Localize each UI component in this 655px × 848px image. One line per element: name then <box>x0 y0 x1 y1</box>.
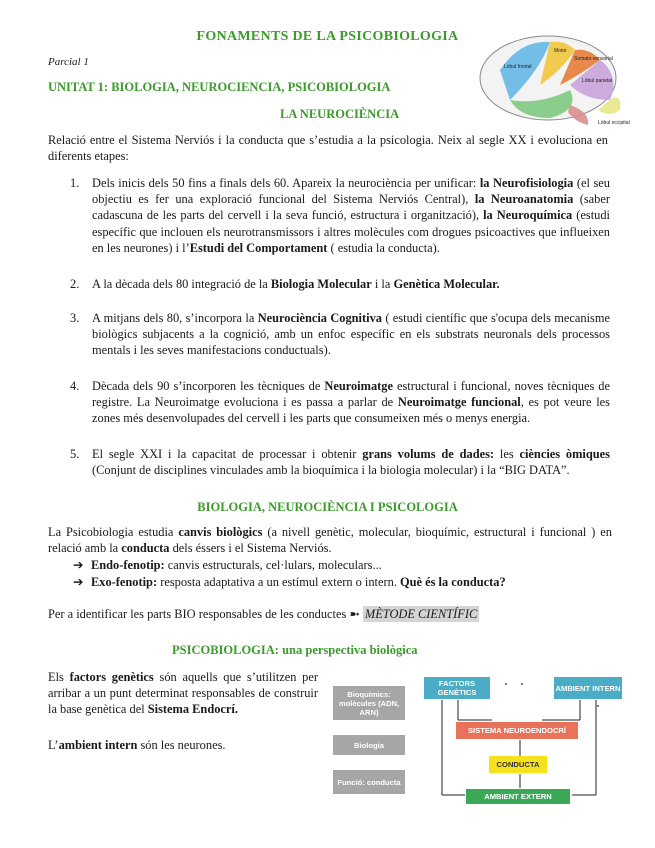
box-factors-genetics: FACTORS GENÈTICS <box>424 677 490 699</box>
box-ambient-extern: AMBIENT EXTERN <box>466 789 570 804</box>
list-number: 2. <box>70 277 80 291</box>
arrow-icon: ➼ <box>349 607 360 621</box>
brain-label-occipital: Lòbul occipital <box>598 120 630 126</box>
list-item: 1. Dels inicis dels 50 fins a finals dels 60. Apareix la neurociència per unificar: la Neurofisiologia (el seu objectiu es fer una exploració funcional del Sistema Nerviós Central), la Neuroanatomia (saber cadascuna de les parts del cervell i la seva funció, estructura i organització), la Neuroquímica (estudi específic que inclouen els neurotransmissors i altres molècules com drogues psicoactives que influeixen en les neurones) i l’Estudi del Comportament ( estudia la conducta). <box>70 176 611 255</box>
box-ambient-intern: AMBIENT INTERN <box>554 677 622 699</box>
factors-paragraph: Els factors genètics són aquells que s’utilitzen per arribar a un punt determinat responsables de construir la base genètica del Sistema Endocrí. <box>48 670 319 717</box>
list-number: 5. <box>70 447 80 461</box>
unit-heading: UNITAT 1: BIOLOGIA, NEUROCIENCIA, PSICOBIOLOGIA <box>48 80 391 94</box>
method-highlight: MÈTODE CIENTÍFIC <box>364 607 478 621</box>
box-funcio: Funció: conducta <box>333 770 405 794</box>
list-number: 3. <box>70 311 80 325</box>
section-heading-biologia: BIOLOGIA, NEUROCIÈNCIA I PSICOLOGIA <box>197 500 458 514</box>
list-item: 3. A mitjans dels 80, s’incorpora la Neurociència Cognitiva ( estudi científic que s'ocupa dels mecanisme biològics subjacents a la cognició, amb un enfoc específic en els substrats neuronals dels processos mentals i les seves manifestacions conductuals). <box>70 311 610 358</box>
partial-label: Parcial 1 <box>48 56 89 68</box>
brain-illustration <box>470 30 640 130</box>
arrow-icon: ➔ <box>73 558 84 572</box>
brain-label-frontal: Lòbul frontal <box>504 64 532 70</box>
method-line: Per a identificar les parts BIO responsables de les conductes ➼ MÈTODE CIENTÍFIC <box>48 607 478 621</box>
arrow-icon: ➔ <box>73 575 84 589</box>
list-item: 5. El segle XXI i la capacitat de processar i obtenir grans volums de dades: les ciències òmiques (Conjunt de disciplines vinculades amb la bioquímica i la biologia molecular) i la “BIG DATA”. <box>70 447 610 478</box>
list-item: 4. Dècada dels 90 s’incorporen les tècniques de Neuroimatge estructural i funcional, noves tècniques de registre. La Neuroimatge evoluciona i es passa a parlar de Neuroimatge funcional, es pot veure les zones més desenvolupades del cervell i les parts que consumeixen més o menys energia. <box>70 379 610 426</box>
page-title: FONAMENTS DE LA PSICOBIOLOGIA <box>196 29 459 44</box>
list-number: 1. <box>70 176 80 190</box>
list-number: 4. <box>70 379 80 393</box>
brain-label-parietal: Lòbul parietal <box>582 78 613 84</box>
ambient-paragraph: L’ambient intern són les neurones. <box>48 738 226 752</box>
intro-paragraph: Relació entre el Sistema Nerviós i la conducta que s’estudia a la psicologia. Neix al segle XX i evoluciona en diferents etapes: <box>48 133 608 164</box>
list-item: 2. A la dècada dels 80 integració de la Biologia Molecular i la Genètica Molecular. <box>70 277 500 291</box>
box-bioquimics: Bioquímics: molècules (ADN, ARN) <box>333 686 405 720</box>
bullet-endofenotip: ➔ Endo-fenotip: canvis estructurals, cel·lulars, moleculars... <box>73 558 382 572</box>
box-sistema-neuroendocri: SISTEMA NEUROENDOCRÍ <box>456 722 578 739</box>
psicobiologia-paragraph: La Psicobiologia estudia canvis biològics (a nivell genètic, molecular, bioquímic, estructural i funcional ) en relació amb la conducta dels éssers i el Sistema Nerviós. <box>48 525 612 556</box>
bullet-exofenotip: ➔ Exo-fenotip: resposta adaptativa a un estímul extern o intern. Què és la conducta? <box>73 575 506 589</box>
section-heading-perspectiva: PSICOBIOLOGIA: una perspectiva biològica <box>172 643 418 657</box>
brain-label-motor: Motor <box>554 48 567 54</box>
box-biologia: Biologia <box>333 735 405 755</box>
section-heading-neurociencia: LA NEUROCIÈNCIA <box>280 107 400 121</box>
brain-label-somatosensory: Somato-sensorial <box>574 56 613 62</box>
box-conducta: CONDUCTA <box>489 756 547 773</box>
